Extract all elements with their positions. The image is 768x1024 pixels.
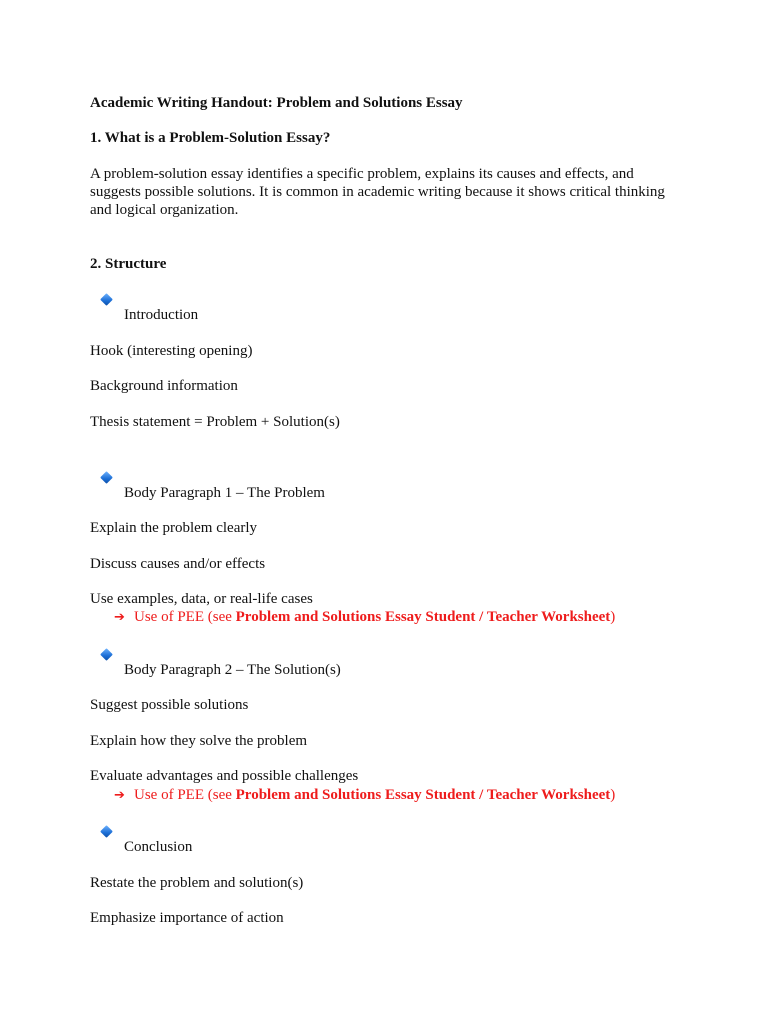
blue-diamond-icon [100, 825, 113, 838]
pee-suffix: ) [610, 609, 616, 625]
red-right-arrow-icon: ➔ [114, 610, 125, 625]
bullet-label-introduction: Introduction [124, 307, 199, 323]
worksheet-reference-link[interactable]: Problem and Solutions Essay Student / Teacher Worksheet [235, 787, 611, 803]
conclusion-item: Emphasize importance of action [90, 910, 284, 926]
blue-diamond-icon [100, 648, 113, 661]
pee-prefix: Use of PEE (see [134, 787, 236, 803]
red-right-arrow-icon: ➔ [114, 788, 125, 803]
section1-paragraph: A problem-solution essay identifies a specific problem, explains its causes and effects, and suggests possible solutions. It is common in academic writing because it shows critical thinking and logical organization. [90, 166, 665, 218]
body1-item: Explain the problem clearly [90, 520, 258, 536]
bullet-label-conclusion: Conclusion [124, 839, 193, 855]
body2-item: Evaluate advantages and possible challenges [90, 768, 359, 784]
blue-diamond-icon [100, 293, 113, 306]
section1-heading: 1. What is a Problem-Solution Essay? [90, 130, 331, 146]
body1-item: Discuss causes and/or effects [90, 556, 266, 572]
bullet-body-paragraph-2 [90, 650, 490, 686]
intro-item: Thesis statement = Problem + Solution(s) [90, 414, 340, 430]
pee-reference-body2 [114, 786, 615, 805]
bullet-introduction [90, 295, 490, 331]
bullet-body-paragraph-1 [90, 473, 490, 509]
body2-item: Suggest possible solutions [90, 697, 249, 713]
intro-item: Background information [90, 378, 238, 394]
bullet-conclusion [90, 827, 490, 863]
intro-item: Hook (interesting opening) [90, 343, 253, 359]
bullet-label-body1: Body Paragraph 1 – The Problem [124, 485, 325, 501]
document-title: Academic Writing Handout: Problem and Solutions Essay [90, 95, 463, 111]
body1-item: Use examples, data, or real-life cases [90, 591, 313, 607]
section2-heading: 2. Structure [90, 256, 167, 272]
pee-suffix: ) [610, 787, 616, 803]
pee-prefix: Use of PEE (see [134, 609, 236, 625]
bullet-label-body2: Body Paragraph 2 – The Solution(s) [124, 662, 341, 678]
body2-item: Explain how they solve the problem [90, 733, 308, 749]
pee-reference-body1 [114, 608, 615, 627]
conclusion-item: Restate the problem and solution(s) [90, 875, 304, 891]
blue-diamond-icon [100, 471, 113, 484]
worksheet-reference-link[interactable]: Problem and Solutions Essay Student / Teacher Worksheet [235, 609, 611, 625]
